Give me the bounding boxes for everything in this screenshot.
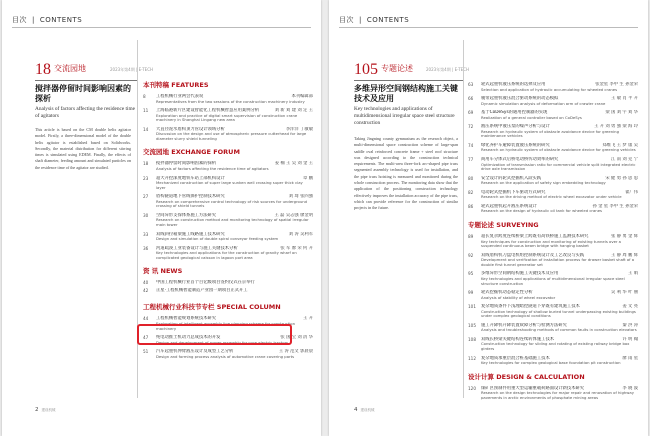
column-label: 专题论述 <box>381 64 413 73</box>
header-rule <box>12 27 311 28</box>
toc-entry[interactable]: 23 章 鹏 超大开挖深度地铁车站上部机构设计 Mechanized construction of super large sunken well crossing super thick clay layer <box>143 175 313 190</box>
toc-entry[interactable]: 14 李洋洋 丁敏敏 大直径泥水盾构顶力管设计领域分析 Discussion on the design and use of atmospheric pressure cutterhead for large diameter slurry shield tunneling <box>143 126 313 141</box>
right-page <box>329 0 648 436</box>
toc-entry[interactable]: 112 廖 雨 星 复杂地质承重层混合桩基础施工技术 Key technologies for complex geological base foundation pit construction <box>468 355 638 366</box>
page-footer <box>354 407 375 413</box>
toc-right <box>468 82 638 404</box>
footer-magazine: 建设机械 <box>360 408 375 412</box>
toc-entry[interactable]: 120 李 晓 波 煤矿区预制件用重大型运输重载荷路面设计新技术研究 Research on the design technologies for major repair and renovation of highway pavements in arctic environments of phosphate mining areas <box>468 385 638 400</box>
section-title: 本刊特稿 FEATURES <box>143 81 209 89</box>
issue-date: 2023年第4期 | E-TECH <box>110 67 153 72</box>
contents-header-cn: 目次 <box>339 16 354 24</box>
section-title: 交流园地 EXCHANGE FORUM <box>143 148 240 157</box>
featured-article-title: 搅拌器停留时间影响因素的探析 <box>35 84 131 103</box>
toc-entry[interactable]: 80 宋 健 勇 孙 思 思 安全设计的轮式挖掘机入段实践 Research on the application of safety sign embedding technology <box>468 175 638 186</box>
news-entry[interactable]: 42 正星·工程机械智能制造产业园一期项目正式开工 <box>143 287 248 293</box>
toc-entry[interactable]: 44 王 升 工程机械智能规划系统技术研究 Exploration of intelligent assembly line planning scheme for construction machinery <box>143 316 313 331</box>
toc-entry[interactable]: 92 王 静 周 鹏 辉 双线盾构机刀盘电机组控制系统设计及工艺改良与实践 Development and verification of installation process for drawer basket shaft of a double first tunnel generator set <box>468 252 638 267</box>
number-rule <box>354 80 464 81</box>
toc-entry[interactable]: 89 张 静 勇 金 辉 超长复杂跨度连续桥梁上跨既有高铁桥施工监测技术研究 Key techniques for construction and monitoring of existing tunnels over a suspended continuous beam bridge with hanging basket <box>468 234 638 249</box>
toc-entry[interactable]: 86 孙 金 星 李中 生 孙金荣 轮式起重机起升液压系统设计 Research on the design of hydraulic oil tank for wheeled cranes <box>468 203 638 214</box>
featured-article-title: 多维异形空间钢结构施工关键技术及应用 <box>354 84 458 103</box>
toc-entry[interactable]: 27 刘 琦 张四强 盾构隧道地下管线保护控制技术研究 Research on comprehensive control technology of risk sources for underground crossing of shield tunnels <box>143 194 313 209</box>
news-entry[interactable]: 40 中国工程机械行业首个百亿级项目签约仪式在京举行 <box>143 280 255 286</box>
number-rule <box>35 80 137 81</box>
toc-entry[interactable]: 101 姜 文 亮 复杂地质条件下浅埋暗挖隧道下穿既有建筑施工技术 Construction technology of shallow buried tunnel underpassing existing buildings under complex geological conditions <box>468 304 638 319</box>
toc-entry[interactable]: 82 翟广伟 电动轮式挖掘机下车驱动方式研究 Research on the driving method of electric wheel excavator under vehicle <box>468 189 638 200</box>
toc-entry[interactable]: 30 王 磊 吴志强 廖金明 空间异形支撑体系施工方法研究 Research on construction method and monitoring technology of spatial irregular main tower <box>143 212 313 228</box>
special-column-highlight <box>137 324 292 345</box>
toc-entry[interactable]: 69 梁 国 刘 宇 刘 华 基于CoDeSys的通用控制器的实现 Realization of a general controller based on CoDeSys <box>468 110 638 120</box>
section-title: 专题论述 SURVEYING <box>468 221 539 230</box>
special-column-title[interactable]: 工程机械行业科技节专栏 SPECIAL COLUMN <box>143 303 281 312</box>
section-title: 设计计算 DESIGN & CALCULATION <box>468 372 585 381</box>
toc-entry[interactable]: 33 刘 涛 吴利军 双线斜拉箱梁施工线路施工技术研究 Design and simulation of double spiral conveyor feeding system <box>143 231 313 242</box>
toc-entry[interactable]: 8 本刊编辑部 工程机械行业两会代表说 Representatives from the two sessions of the construction machinery industry <box>143 94 313 104</box>
toc-left <box>143 80 313 363</box>
toc-entry[interactable]: 105 秦 洪 涛 施工升降机升降装置故障分析与检测方法研究 Analysis and troubleshooting methods of common faults in construction elevators <box>468 322 638 333</box>
toc-entry[interactable]: 66 王 敏 肖 平 升 履带起重机液压混合驱动系统的动态模拟 Dynamic simulation analysis of deformation arm of crawler crane <box>468 96 638 106</box>
toc-entry[interactable]: 95 王 娟 多维异形空间钢结构施工关键技术及应用 Key technologies and applications of multidimensional irregular space steel structure construction <box>468 271 638 286</box>
featured-article-abstract: This article is based on the CM double helix agitator model. Firstly, a three-dimensional model of the double helix agitator is established based on Solidworks. Secondly, the material distribution for different stirring times is simulated using EDEM. Finally, the effects of shaft diameter, feeding amount and simulated particles on the residence time of the agitator are studied. <box>35 127 131 170</box>
contents-header-en: CONTENTS <box>366 16 410 24</box>
featured-page-number: 18 交流园地 <box>35 61 86 78</box>
column-divider <box>463 40 464 398</box>
toc-entry[interactable]: 72 王 升 刘 勇 强 梁 海 玲 液压系统中液压泵的噪声分析与设计 Research on hydraulic system of obstacle avoidance device for greening maintenance vehicles <box>468 124 638 139</box>
left-page <box>2 0 321 436</box>
contents-header-en: CONTENTS <box>39 16 83 24</box>
toc-entry[interactable]: 63 张金星 李中 生 孙金荣 轮式起重机液压系统的选择及应用 Selection and application of hydraulic accumulating for wheeled cranes <box>468 82 638 92</box>
toc-entry[interactable]: 47 张 国 宝 刘 清 华 纯电动推土机动力总成技术的开发 Design and development of power assembly for pure electric tractors <box>143 335 313 345</box>
toc-entry[interactable]: 51 王 涛 范文 郭晨晨 汽车起重机伸臂液压设计及成型工艺分析 Design and forming process analysis of automotive crane covering parts <box>143 349 313 359</box>
contents-header: 目次 | CONTENTS <box>339 16 410 24</box>
footer-page-number: 2 <box>35 407 39 413</box>
toc-entry[interactable]: 74 郑维飞 王 梦 康 吴 绿化养护车避障装置液压系统的研究 Research on hydraulic system of obstacle avoidance device for greening vehicles <box>468 142 638 153</box>
featured-article-abstract: Taking Jingning county gymnasium as the research object, a multi-dimensional space construction scheme of large-span saddle oval reinforced concrete frame + steel roof structure was designed according to the construction technical requirements. The multi-area three-fork arc-shaped pipe truss segmented assembly technology is used for installation, and the pipe truss hoisting is measured and monitored during the whole construction process. The monitoring data show that the application of the positioning construction technology effectively improves the installation accuracy of the pipe truss, which can provide reference for the construction of similar projects in the future. <box>354 136 458 211</box>
toc-entry[interactable]: 99 吴 利 华 叶 丽 轮式挖掘机动态稳定性分析 Analysis of stability of wheel excavator <box>468 290 638 300</box>
featured-article-subtitle: Key technologies and applications of multidimensional irregular space steel structure construction <box>354 106 455 126</box>
contents-header: 目次 | CONTENTS <box>12 16 83 24</box>
footer-page-number: 4 <box>354 407 358 413</box>
issue-date: 2023年第4期 | E-TECH <box>426 67 469 72</box>
column-label: 交流园地 <box>54 64 86 73</box>
featured-article-subtitle: Analysis of factors affecting the residence time of agitators <box>35 106 135 119</box>
section-title: 资 讯 NEWS <box>143 267 183 276</box>
toc-entry[interactable]: 11 刘 新 刘 建 刘 定 王 上海临港新片区建设智能化工程机械智慧应用案例分析 Exploration and practice of digital smart supervision of construction crane machinery in Shanghai Lingang new area <box>143 108 313 123</box>
toc-entry[interactable]: 36 张 军 廖 荣 何 升 河道疏浚工业装备设计与施工关键技术分析 Key technologies and applications for the construction of gravity wharf on complicated geological caisson in lagoon port area <box>143 245 313 260</box>
toc-entry[interactable]: 77 江 南 刘 克 宁 商用车分体式后桥电动桥传动效率的研究 Optimization of transmission ratio for commercial vehicle split integrated electric drive axle transmission <box>468 157 638 172</box>
footer-magazine: 建设机械 <box>41 408 56 412</box>
page-footer <box>35 407 56 413</box>
toc-entry[interactable]: 108 许 明 翰 双线长桥梁关键结构连续转体施工技术 Construction technology for sliding and rotating of existing railway bridge box girders <box>468 336 638 352</box>
header-rule <box>339 27 638 28</box>
toc-entry[interactable]: 18 姜 楠 王 昊 刘 金 王 搅拌器停留时间影响因素的探析 Analysis of factors affecting the residence time of agitators <box>143 161 313 171</box>
featured-page-number: 105 专题论述 <box>354 61 413 78</box>
contents-header-cn: 目次 <box>12 16 27 24</box>
